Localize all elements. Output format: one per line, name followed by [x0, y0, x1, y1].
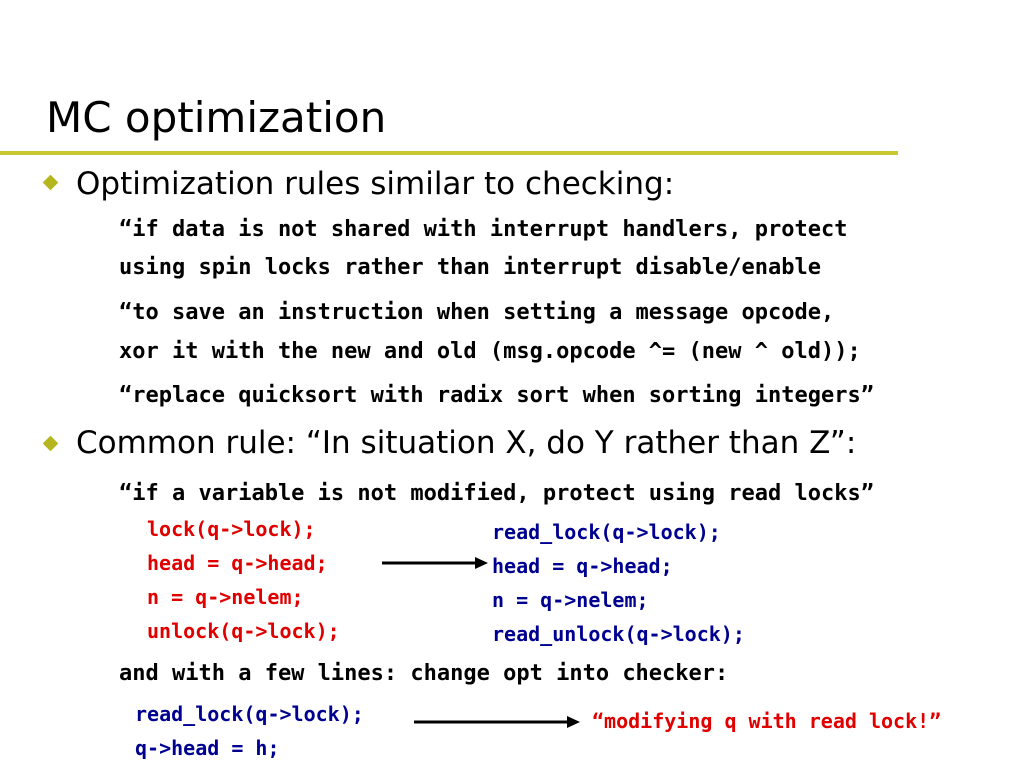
diamond-bullet-icon: [43, 175, 59, 191]
code-line: lock(q->lock);: [147, 517, 316, 541]
diamond-bullet-icon: [43, 436, 59, 452]
code-line: n = q->nelem;: [147, 585, 304, 609]
code-line: head = q->head;: [492, 554, 673, 578]
sub-bullet-line: “if data is not shared with interrupt handlers, protect: [119, 217, 848, 242]
sub-bullet-line: and with a few lines: change opt into checker:: [119, 661, 729, 686]
sub-bullet-line: “to save an instruction when setting a message opcode,: [119, 300, 835, 325]
sub-bullet-line: xor it with the new and old (msg.opcode ^= (new ^ old));: [119, 339, 861, 364]
code-line: unlock(q->lock);: [147, 619, 340, 643]
sub-bullet-line: using spin locks rather than interrupt disable/enable: [119, 255, 821, 280]
bullet-2-text: Common rule: “In situation X, do Y rather than Z”:: [76, 425, 857, 461]
title-underline: [0, 151, 898, 155]
right-arrow-icon: [380, 553, 490, 573]
code-line: n = q->nelem;: [492, 588, 649, 612]
sub-bullet-line: “replace quicksort with radix sort when sorting integers”: [119, 383, 874, 408]
code-line: read_lock(q->lock);: [492, 520, 721, 544]
right-arrow-icon: [412, 712, 582, 732]
slide-title: MC optimization: [46, 93, 387, 142]
checker-warning-message: “modifying q with read lock!”: [592, 709, 942, 733]
code-line: read_lock(q->lock);: [135, 702, 364, 726]
bullet-1-text: Optimization rules similar to checking:: [76, 166, 675, 202]
code-line: q->head = h;: [135, 736, 280, 760]
code-line: head = q->head;: [147, 551, 328, 575]
code-block-before: [147, 512, 340, 648]
code-line: read_unlock(q->lock);: [492, 622, 745, 646]
code-block-after: [492, 515, 745, 651]
checker-code-block: [135, 697, 364, 765]
sub-bullet-line: “if a variable is not modified, protect using read locks”: [119, 481, 874, 506]
